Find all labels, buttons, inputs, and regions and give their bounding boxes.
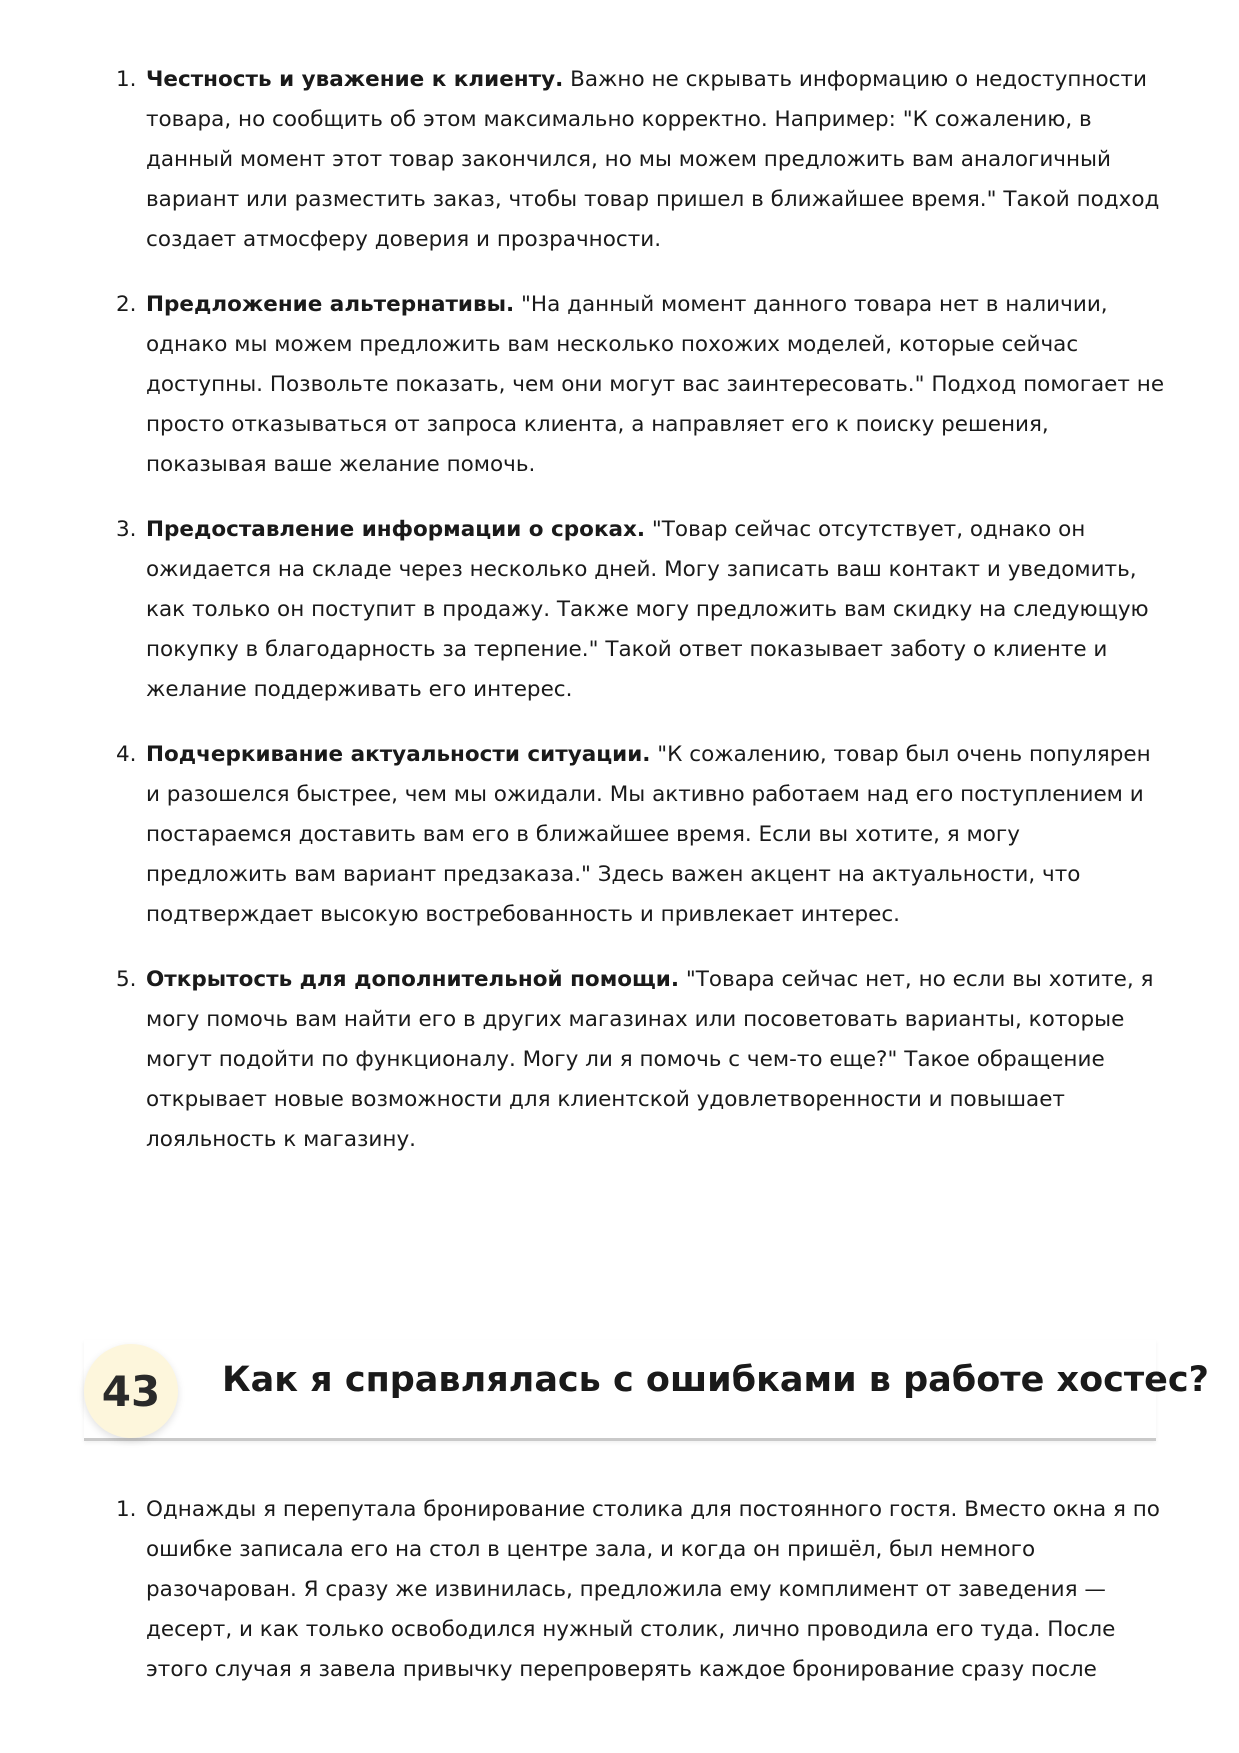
- item-text: Однажды я перепутала бронирование столика для постоянного гостя. Вместо окна я по ошибке записала его на стол в центре зала, и когда он пришёл, был немного разочарован. Я сразу же извинилась, предложила ему комплимент от заведения — десерт, и как только освободился нужный столик, лично проводила его туда. После этого случая я завела привычку перепроверять каждое бронирование сразу после: [146, 1497, 1160, 1682]
- answer-list: [116, 1490, 1166, 1715]
- item-title: Предоставление информации о сроках.: [146, 517, 646, 542]
- question-title: Как я справлялась с ошибками в работе хостес?: [222, 1360, 1209, 1400]
- list-item: [116, 960, 1166, 1160]
- item-text: "На данный момент данного товара нет в наличии, однако мы можем предложить вам несколько похожих моделей, которые сейчас доступны. Позвольте показать, чем они могут вас заинтересовать." Подход помогает не просто отказываться от запроса клиента, а направляет его к поиску решения, показывая ваше желание помочь.: [146, 292, 1165, 477]
- question-number-badge: 43: [84, 1344, 178, 1438]
- answer-list: [116, 60, 1166, 1185]
- item-number: 1.: [116, 67, 137, 92]
- list-item: [116, 735, 1166, 935]
- item-number: 1.: [116, 1497, 137, 1522]
- list-item: [116, 60, 1166, 260]
- item-number: 2.: [116, 292, 137, 317]
- question-header: [84, 1340, 1209, 1441]
- item-text: "Товара сейчас нет, но если вы хотите, я могу помочь вам найти его в других магазинах или посоветовать варианты, которые могут подойти по функционалу. Могу ли я помочь с чем-то еще?" Такое обращение открывает новые возможности для клиентской удовлетворенности и повышает лояльность к магазину.: [146, 967, 1154, 1152]
- list-item: [116, 1490, 1166, 1690]
- item-title: Открытость для дополнительной помощи.: [146, 967, 680, 992]
- item-number: 5.: [116, 967, 137, 992]
- item-number: 4.: [116, 742, 137, 767]
- item-title: Честность и уважение к клиенту.: [146, 67, 564, 92]
- item-text: "К сожалению, товар был очень популярен и разошелся быстрее, чем мы ожидали. Мы активно работаем над его поступлением и постараемся доставить вам его в ближайшее время. Если вы хотите, я могу предложить вам вариант предзаказа." Здесь важен акцент на актуальности, что подтверждает высокую востребованность и привлекает интерес.: [146, 742, 1151, 927]
- list-item: [116, 510, 1166, 710]
- item-text: Важно не скрывать информацию о недоступности товара, но сообщить об этом максимально корректно. Например: "К сожалению, в данный момент этот товар закончился, но мы можем предложить вам аналогичный вариант или разместить заказ, чтобы товар пришел в ближайшее время." Такой подход создает атмосферу доверия и прозрачности.: [146, 67, 1160, 252]
- item-title: Предложение альтернативы.: [146, 292, 515, 317]
- item-number: 3.: [116, 517, 137, 542]
- item-text: "Товар сейчас отсутствует, однако он ожидается на складе через несколько дней. Могу записать ваш контакт и уведомить, как только он поступит в продажу. Также могу предложить вам скидку на следующую покупку в благодарность за терпение." Такой ответ показывает заботу о клиенте и желание поддерживать его интерес.: [146, 517, 1149, 702]
- item-title: Подчеркивание актуальности ситуации.: [146, 742, 651, 767]
- list-item: [116, 285, 1166, 485]
